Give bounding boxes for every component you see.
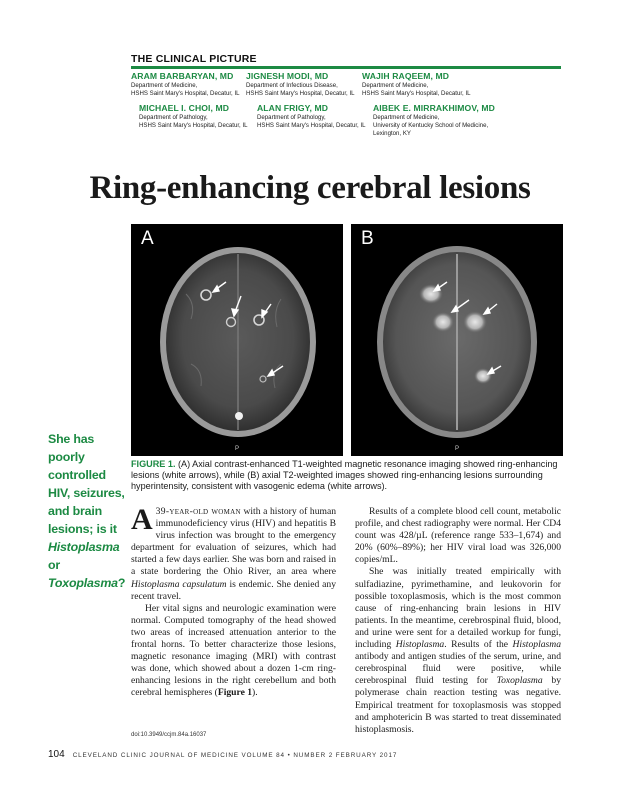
body-text: ). — [252, 687, 258, 699]
author-affiliation: Department of Pathology, — [257, 114, 326, 121]
body-text: by polymerase chain reaction testing was negative. Empirical treatment for toxoplasmosis was stopped and amphotericin B was started to treat disseminated histoplasmosis. — [355, 675, 561, 735]
page-number: 104 — [48, 749, 65, 760]
article-title: Ring-enhancing cerebral lesions — [89, 170, 531, 206]
mri-panel-a — [131, 224, 343, 456]
panel-label-a: A — [141, 228, 154, 249]
author-affiliation: HSHS Saint Mary's Hospital, Decatur, IL — [139, 122, 248, 129]
author-affiliation: Department of Infectious Disease, — [246, 82, 338, 89]
panel-label-b: B — [361, 228, 374, 249]
caption-label: FIGURE 1. — [131, 459, 176, 469]
orientation-mark: P — [234, 446, 239, 452]
author-block — [257, 103, 366, 130]
body-paragraph — [131, 503, 337, 603]
author-name: ARAM BARBARYAN, MD — [131, 71, 234, 81]
author-block — [362, 71, 471, 98]
caption-text: (A) Axial contrast-enhanced T1-weighted magnetic resonance imaging showed ring-enhancing lesions (white arrows), while (B) axial T2-weighted images showed ring-enhancing lesions surrounding hyperintensity, consistent with vasogenic edema (white arrows). — [131, 459, 558, 491]
body-text: with a history of human immunodeficiency virus (HIV) and hepatitis B virus infection was brought to the emergency department for evaluation of seizures, which had started a few days earlier. She was born and raised in a state bordering the Ohio River, an area where — [131, 506, 337, 578]
body-italic: Histoplasma — [395, 639, 445, 651]
mri-t2-image — [351, 224, 563, 456]
body-column-left — [131, 503, 337, 700]
body-italic: Histoplasma — [512, 639, 561, 651]
body-text: Her vital signs and neurologic examination were normal. Computed tomography of the head showed two areas of increased attenuation anterior to the frontal horns. To better characterize those lesions, magnetic resonance imaging (MRI) with contrast was done, which showed about a dozen 1-cm ring-enhancing lesions in the right cerebellum and both cerebral hemispheres ( — [131, 602, 336, 699]
pullquote-italic: Toxoplasma — [48, 576, 118, 590]
body-text: is endemic. She denied any recent travel. — [131, 578, 336, 602]
journal-info: CLEVELAND CLINIC JOURNAL OF MEDICINE VOLUME 84 • NUMBER 2 FEBRUARY 2017 — [72, 752, 398, 759]
author-affiliation: HSHS Saint Mary's Hospital, Decatur, IL — [131, 90, 240, 97]
section-divider — [131, 66, 561, 69]
mri-panel-b — [351, 224, 563, 456]
author-block — [139, 103, 248, 130]
author-block — [246, 71, 355, 98]
pullquote-text: She has poorly controlled HIV, seizures, and brain lesions; is it — [48, 432, 125, 536]
author-affiliation: Department of Medicine, — [362, 82, 429, 89]
redaction-box — [351, 434, 389, 456]
mri-t1-image — [131, 224, 343, 456]
author-block — [131, 71, 240, 98]
body-italic: Histoplasma capsulatum — [131, 578, 227, 590]
author-affiliation: HSHS Saint Mary's Hospital, Decatur, IL — [362, 90, 471, 97]
body-text: . Results of the — [444, 639, 513, 651]
doi: doi:10.3949/ccjm.84a.16037 — [131, 732, 207, 738]
drop-cap: A — [131, 503, 153, 536]
author-name: JIGNESH MODI, MD — [246, 71, 329, 81]
figure-reference: Figure 1 — [217, 687, 253, 699]
author-affiliation: Department of Medicine, — [131, 82, 198, 89]
pull-quote — [48, 430, 128, 592]
pullquote-italic: Histoplasma — [48, 540, 120, 554]
author-affiliation: University of Kentucky School of Medicine, — [373, 122, 489, 129]
pullquote-text: ? — [117, 576, 126, 590]
author-name: WAJIH RAQEEM, MD — [362, 71, 450, 81]
author-name: AIBEK E. MIRRAKHIMOV, MD — [373, 103, 495, 113]
section-label: THE CLINICAL PICTURE — [131, 53, 257, 65]
author-name: MICHAEL I. CHOI, MD — [139, 103, 230, 113]
body-paragraph — [355, 566, 561, 735]
body-paragraph: Results of a complete blood cell count, metabolic profile, and chest radiography were normal. Her CD4 count was 428/µL (reference range 533–1,674) and 20% (60%–89%); her HIV viral load was 326,000 copies/mL. — [355, 506, 561, 566]
body-column-right — [355, 506, 561, 736]
body-text: She was initially treated empirically with sulfadiazine, pyrimethamine, and leukovorin for possible toxoplasmosis, which is the most common cause of ring-enhancing brain lesions in HIV patients. In the meantime, cerebrospinal fluid, blood, and urine were sent for a detailed workup for fungi, including — [355, 566, 561, 651]
figure-caption — [131, 459, 563, 492]
redaction-box — [131, 434, 169, 456]
author-affiliation: Department of Pathology, — [139, 114, 208, 121]
author-block — [373, 103, 495, 138]
author-affiliation: Lexington, KY — [373, 130, 411, 137]
author-affiliation: HSHS Saint Mary's Hospital, Decatur, IL — [246, 90, 355, 97]
pullquote-text: or — [48, 558, 60, 572]
author-name: ALAN FRIGY, MD — [257, 103, 329, 113]
author-affiliation: Department of Medicine, — [373, 114, 440, 121]
body-paragraph — [131, 603, 336, 700]
orientation-mark: P — [454, 446, 459, 452]
lead-in: 39-year-old woman — [155, 506, 241, 517]
page-footer — [48, 749, 397, 760]
body-italic: Toxoplasma — [496, 675, 543, 687]
body-text: antibody and antigen studies of the serum, urine, and cerebrospinal fluid were positive, while cerebrospinal fluid testing for — [355, 651, 561, 687]
author-affiliation: HSHS Saint Mary's Hospital, Decatur, IL — [257, 122, 366, 129]
